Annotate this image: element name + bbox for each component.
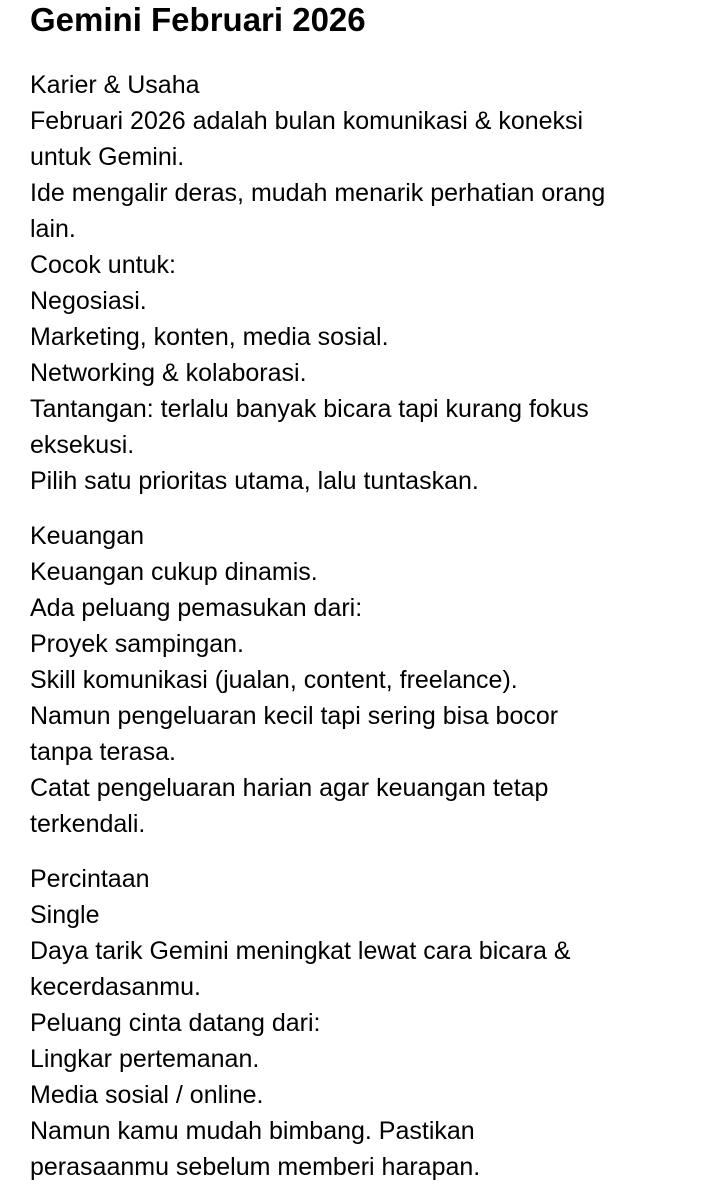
text-line: Catat pengeluaran harian agar keuangan tetap bbox=[30, 774, 549, 802]
text-line: Peluang cinta datang dari: bbox=[30, 1009, 321, 1037]
list-item: Proyek sampingan. bbox=[30, 630, 245, 658]
text-line: Single bbox=[30, 901, 100, 929]
section-heading-percintaan: Percintaan bbox=[30, 865, 150, 893]
text-line: Ada peluang pemasukan dari: bbox=[30, 594, 363, 622]
section-heading-karier: Karier & Usaha bbox=[30, 71, 200, 99]
list-item: Marketing, konten, media sosial. bbox=[30, 323, 389, 351]
note-body bbox=[30, 67, 706, 1185]
list-item: Lingkar pertemanan. bbox=[30, 1045, 260, 1073]
list-item: Networking & kolaborasi. bbox=[30, 359, 307, 387]
text-line: Pilih satu prioritas utama, lalu tuntaskan. bbox=[30, 467, 479, 495]
text-line: Februari 2026 adalah bulan komunikasi & koneksi bbox=[30, 107, 584, 135]
text-line: eksekusi. bbox=[30, 431, 135, 459]
text-line: Tantangan: terlalu banyak bicara tapi kurang fokus bbox=[30, 395, 589, 423]
text-line: tanpa terasa. bbox=[30, 738, 176, 766]
list-item: Skill komunikasi (jualan, content, freelance). bbox=[30, 666, 518, 694]
text-line: Namun kamu mudah bimbang. Pastikan bbox=[30, 1117, 475, 1145]
text-line: Keuangan cukup dinamis. bbox=[30, 558, 318, 586]
section-spacer bbox=[30, 499, 706, 518]
list-item: Negosiasi. bbox=[30, 287, 147, 315]
text-line: kecerdasanmu. bbox=[30, 973, 201, 1001]
text-line: untuk Gemini. bbox=[30, 143, 185, 171]
text-line: Ide mengalir deras, mudah menarik perhatian orang bbox=[30, 179, 606, 207]
text-line: terkendali. bbox=[30, 810, 146, 838]
text-line: perasaanmu sebelum memberi harapan. bbox=[30, 1153, 481, 1181]
section-spacer bbox=[30, 842, 706, 861]
text-line: Namun pengeluaran kecil tapi sering bisa bocor bbox=[30, 702, 559, 730]
section-heading-keuangan: Keuangan bbox=[30, 522, 145, 550]
page-title: Gemini Februari 2026 bbox=[30, 1, 366, 38]
list-item: Media sosial / online. bbox=[30, 1081, 264, 1109]
text-line: lain. bbox=[30, 215, 76, 243]
text-line: Cocok untuk: bbox=[30, 251, 176, 279]
text-line: Daya tarik Gemini meningkat lewat cara bicara & bbox=[30, 937, 571, 965]
